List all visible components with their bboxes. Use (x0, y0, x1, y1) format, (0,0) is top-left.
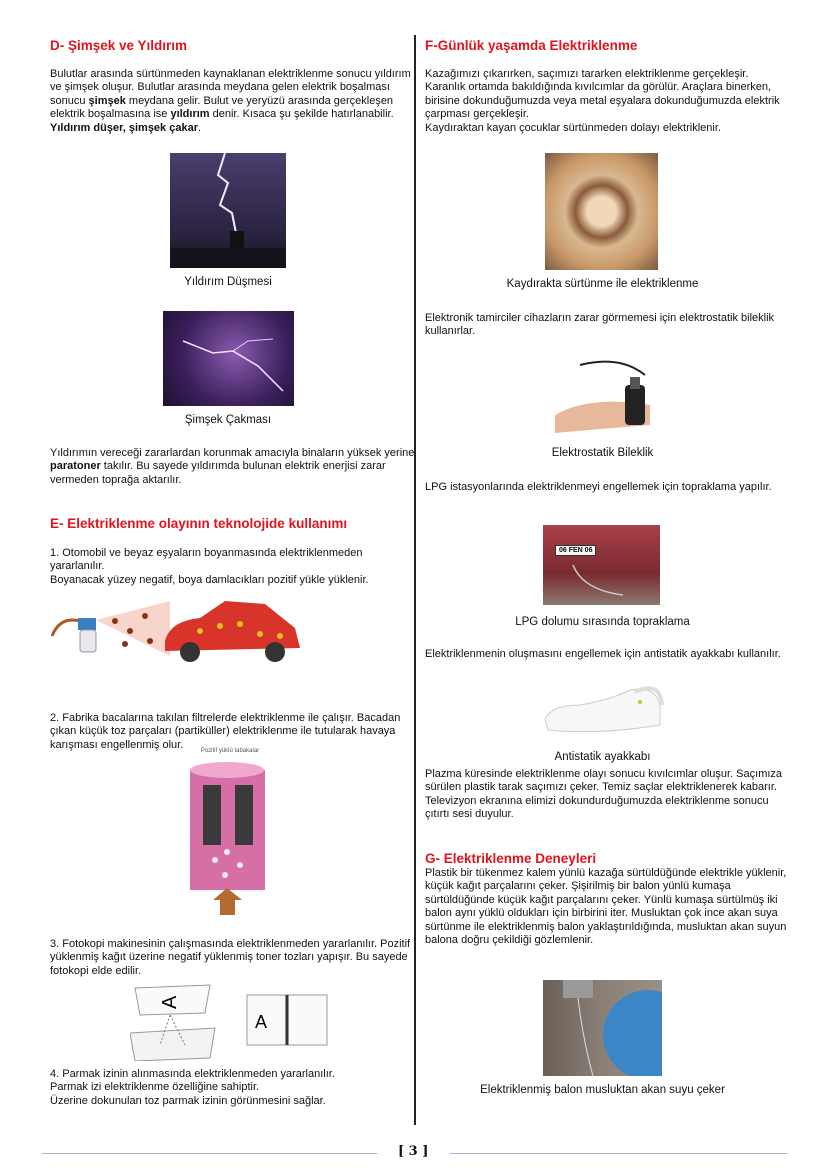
paragraph-experiments: Plastik bir tükenmez kalem yünlü kazağa sürtüldüğünde elektrikle yüklenir, küçük kağıt parçalarını çeker. Şişirilmiş bir balon yünlü kumaşa sürtüldüğünde küçük kağıt parçalarını çeker. Yünlü kumaşa sürtülmüş iki balon aynı yüklü oldukları için birbirini iter. Musluktan çok ince akan suya sürtünme ile elektriklenmiş balon yaklaştırıldığında, musluktan akan suyun balona doğru çekildiği gözlemlenir. (425, 867, 787, 947)
lightning-strike-image (170, 153, 286, 268)
caption-lightning-flash: Şimşek Çakması (184, 414, 272, 426)
antistatic-shoe-image (540, 680, 665, 740)
footer-line-right (450, 1153, 787, 1154)
lpg-grounding-image (543, 525, 660, 605)
heading-f: F-Günlük yaşamda Elektriklenme (425, 38, 638, 53)
text: Üzerine dokunulan toz parmak izinin görünmesini sağlar. (50, 1094, 326, 1107)
footer-line-left (42, 1153, 377, 1154)
license-plate: 06 FEN 06 (555, 545, 596, 556)
text: Kazağımızı çıkarırken, saçımızı tararken elektriklenme gerçekleşir. Karanlık ortamda bakıldığında kıvılcımlar da görülür. Araçlara binerken, birisine dokunduğumuzda veya metal eşyalara dokunduğumuzda elektrik çarpması gerçekleşir. (425, 68, 780, 121)
caption-wrist-strap: Elektrostatik Bileklik (551, 447, 654, 459)
text: 1. Otomobil ve beyaz eşyaların boyanmasında elektriklenmeden yararlanılır. (50, 547, 363, 573)
paragraph-lpg: LPG istasyonlarında elektriklenmeyi engellemek için topraklama yapılır. (425, 481, 772, 493)
photocopy-diagram-image (130, 983, 330, 1061)
heading-d: D- Şimşek ve Yıldırım (50, 38, 188, 53)
paragraph-plasma: Plazma küresinde elektriklenme olayı sonucu kıvılcımlar oluşur. Saçımıza sürülen plastik tarak saçımızı çeker. Temiz saçlar elektriklenerek kabarır. Televizyon ekranına elimizi dokundurduğumuzda elektriklenme sonucu çıtırtı sesi duyulur. (425, 768, 783, 821)
caption-lightning-strike: Yıldırım Düşmesi (184, 276, 272, 288)
text: Bulutlar arasında sürtünmeden kaynaklanan elektriklenme sonucu yıldırım ve şimşek oluşur. Bulutlar arasında meydana gelen elektrik boşalması sonucu (50, 68, 411, 107)
filter-label: Pozitif yüklü tabakalar (200, 748, 260, 754)
text: Yıldırımın vereceği zararlardan korunmak amacıyla binaların yüksek yerine (50, 447, 415, 459)
text: meydana gelir. Bulut ve yeryüzü arasında gerçekleşen elektrik boşalmasına ise (50, 94, 394, 121)
slide-child-image (545, 153, 658, 270)
lightning-flash-image (163, 311, 294, 406)
car-painting-image (50, 596, 302, 666)
paragraph-lightning-rod (50, 447, 415, 487)
caption-lpg: LPG dolumu sırasında topraklama (515, 616, 690, 628)
heading-g: G- Elektriklenme Deneyleri (425, 851, 597, 866)
text: takılır. Bu sayede yıldırımda bulunan elektrik enerjisi zarar vermeden toprağa aktarılır. (50, 460, 386, 486)
bold-text: yıldırım (170, 108, 210, 121)
bold-text: Yıldırım düşer, şimşek çakar (50, 121, 198, 134)
caption-slide: Kaydırakta sürtünme ile elektriklenme (506, 278, 699, 290)
paragraph-wrist-strap: Elektronik tamirciler cihazların zarar görmemesi için elektrostatik bileklik kullanırlar. (425, 312, 775, 338)
svg-text:A: A (159, 995, 181, 1009)
page-number: [ 3 ] (398, 1144, 429, 1159)
text: denir. Kısaca şu şekilde hatırlanabilir. (209, 108, 394, 121)
paragraph-daily-life (425, 68, 790, 135)
item-4 (50, 1068, 415, 1108)
caption-balloon: Elektriklenmiş balon musluktan akan suyu çeker (480, 1084, 725, 1096)
antistatic-wrist-strap-image (550, 355, 658, 440)
text: 4. Parmak izinin alınmasında elektriklenmeden yararlanılır. (50, 1068, 335, 1080)
paragraph-lightning (50, 68, 415, 135)
text: Boyanacak yüzey negatif, boya damlacıkları pozitif yükle yüklenir. (50, 573, 369, 586)
item-2: 2. Fabrika bacalarına takılan filtrelerde elektriklenme ile çalışır. Bacadan çıkan küçük toz parçaları (partiküller) elektriklenme ile tutularak havaya karışması engellenmiş olur. (50, 712, 401, 751)
caption-shoe: Antistatik ayakkabı (554, 751, 651, 763)
bold-text: paratoner (50, 460, 101, 473)
item-3: 3. Fotokopi makinesinin çalışmasında elektriklenmeden yararlanılır. Pozitif yüklenmiş kağıt üzerine negatif yüklenmiş toner tozları yapışır. Bu sayede fotokopi elde edilir. (50, 938, 411, 977)
text: Kaydıraktan kayan çocuklar sürtünmeden dolayı elektriklenir. (425, 121, 721, 134)
bold-text: şimşek (88, 94, 126, 107)
chimney-filter-image (185, 760, 270, 915)
item-1 (50, 547, 415, 587)
heading-e: E- Elektriklenme olayının teknolojide kullanımı (50, 516, 348, 531)
balloon-water-image (543, 980, 662, 1076)
text: Parmak izi elektriklenme özelliğine sahiptir. (50, 1081, 260, 1094)
svg-text:A: A (255, 1012, 268, 1032)
paragraph-antistatic-shoe: Elektriklenmenin oluşmasını engellemek için antistatik ayakkabı kullanılır. (425, 648, 781, 660)
text: . (197, 121, 202, 134)
